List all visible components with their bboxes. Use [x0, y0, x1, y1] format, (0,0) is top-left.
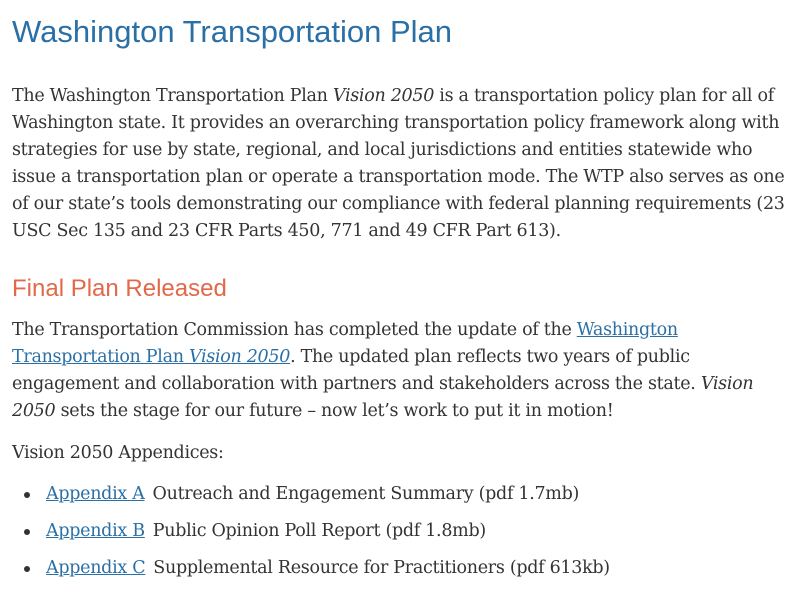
appendices-label: Vision 2050 Appendices: [12, 443, 224, 463]
final-plan-lead: The Transportation Commission has completed the update of the [12, 320, 577, 340]
wtp-link-italic: Vision 2050 [188, 347, 291, 367]
bullet-icon [24, 529, 30, 535]
intro-vision-title: Vision 2050 [332, 86, 435, 106]
appendix-c-description: Supplemental Resource for Practitioners (pdf 613kb) [153, 558, 610, 578]
final-plan-heading: Final Plan Released [12, 275, 227, 302]
appendix-a-link[interactable]: Appendix A [46, 484, 145, 504]
appendix-b-description: Public Opinion Poll Report (pdf 1.8mb) [152, 521, 486, 541]
final-plan-vision-italic: Vision 2050 [12, 374, 754, 421]
bullet-icon [24, 566, 30, 572]
list-item-appendix-b [34, 518, 790, 545]
intro-text-rest: is a transportation policy plan for all of Washington state. It provides an overarching transportation policy framework along with strategies for use by state, regional, and local jurisdictions and entities statewide who issue a transportation plan or operate a transportation mode. The WTP also serves as one of our state’s tools demonstrating our compliance with federal planning requirements (23 USC Sec 135 and 23 CFR Parts 450, 771 and 49 CFR Part 613). [12, 86, 785, 241]
intro-paragraph [12, 83, 790, 245]
final-plan-mid: . The updated plan reflects two years of public engagement and collaboration with partners and stakeholders across the state. [12, 347, 701, 394]
final-plan-paragraph [12, 317, 790, 425]
appendix-b-link[interactable]: Appendix B [46, 521, 145, 541]
list-item-appendix-a [34, 481, 790, 508]
appendix-c-link[interactable]: Appendix C [46, 558, 146, 578]
appendix-a-description: Outreach and Engagement Summary (pdf 1.7mb) [152, 484, 580, 504]
intro-text-start: The Washington Transportation Plan [12, 86, 333, 106]
wtp-link-text: Washington Transportation Plan [12, 320, 678, 367]
page-title: Washington Transportation Plan [12, 14, 452, 49]
bullet-icon [24, 492, 30, 498]
appendices-list [12, 481, 790, 582]
final-plan-tail: sets the stage for our future – now let’s work to put it in motion! [55, 401, 614, 421]
list-item-appendix-c [34, 555, 790, 582]
